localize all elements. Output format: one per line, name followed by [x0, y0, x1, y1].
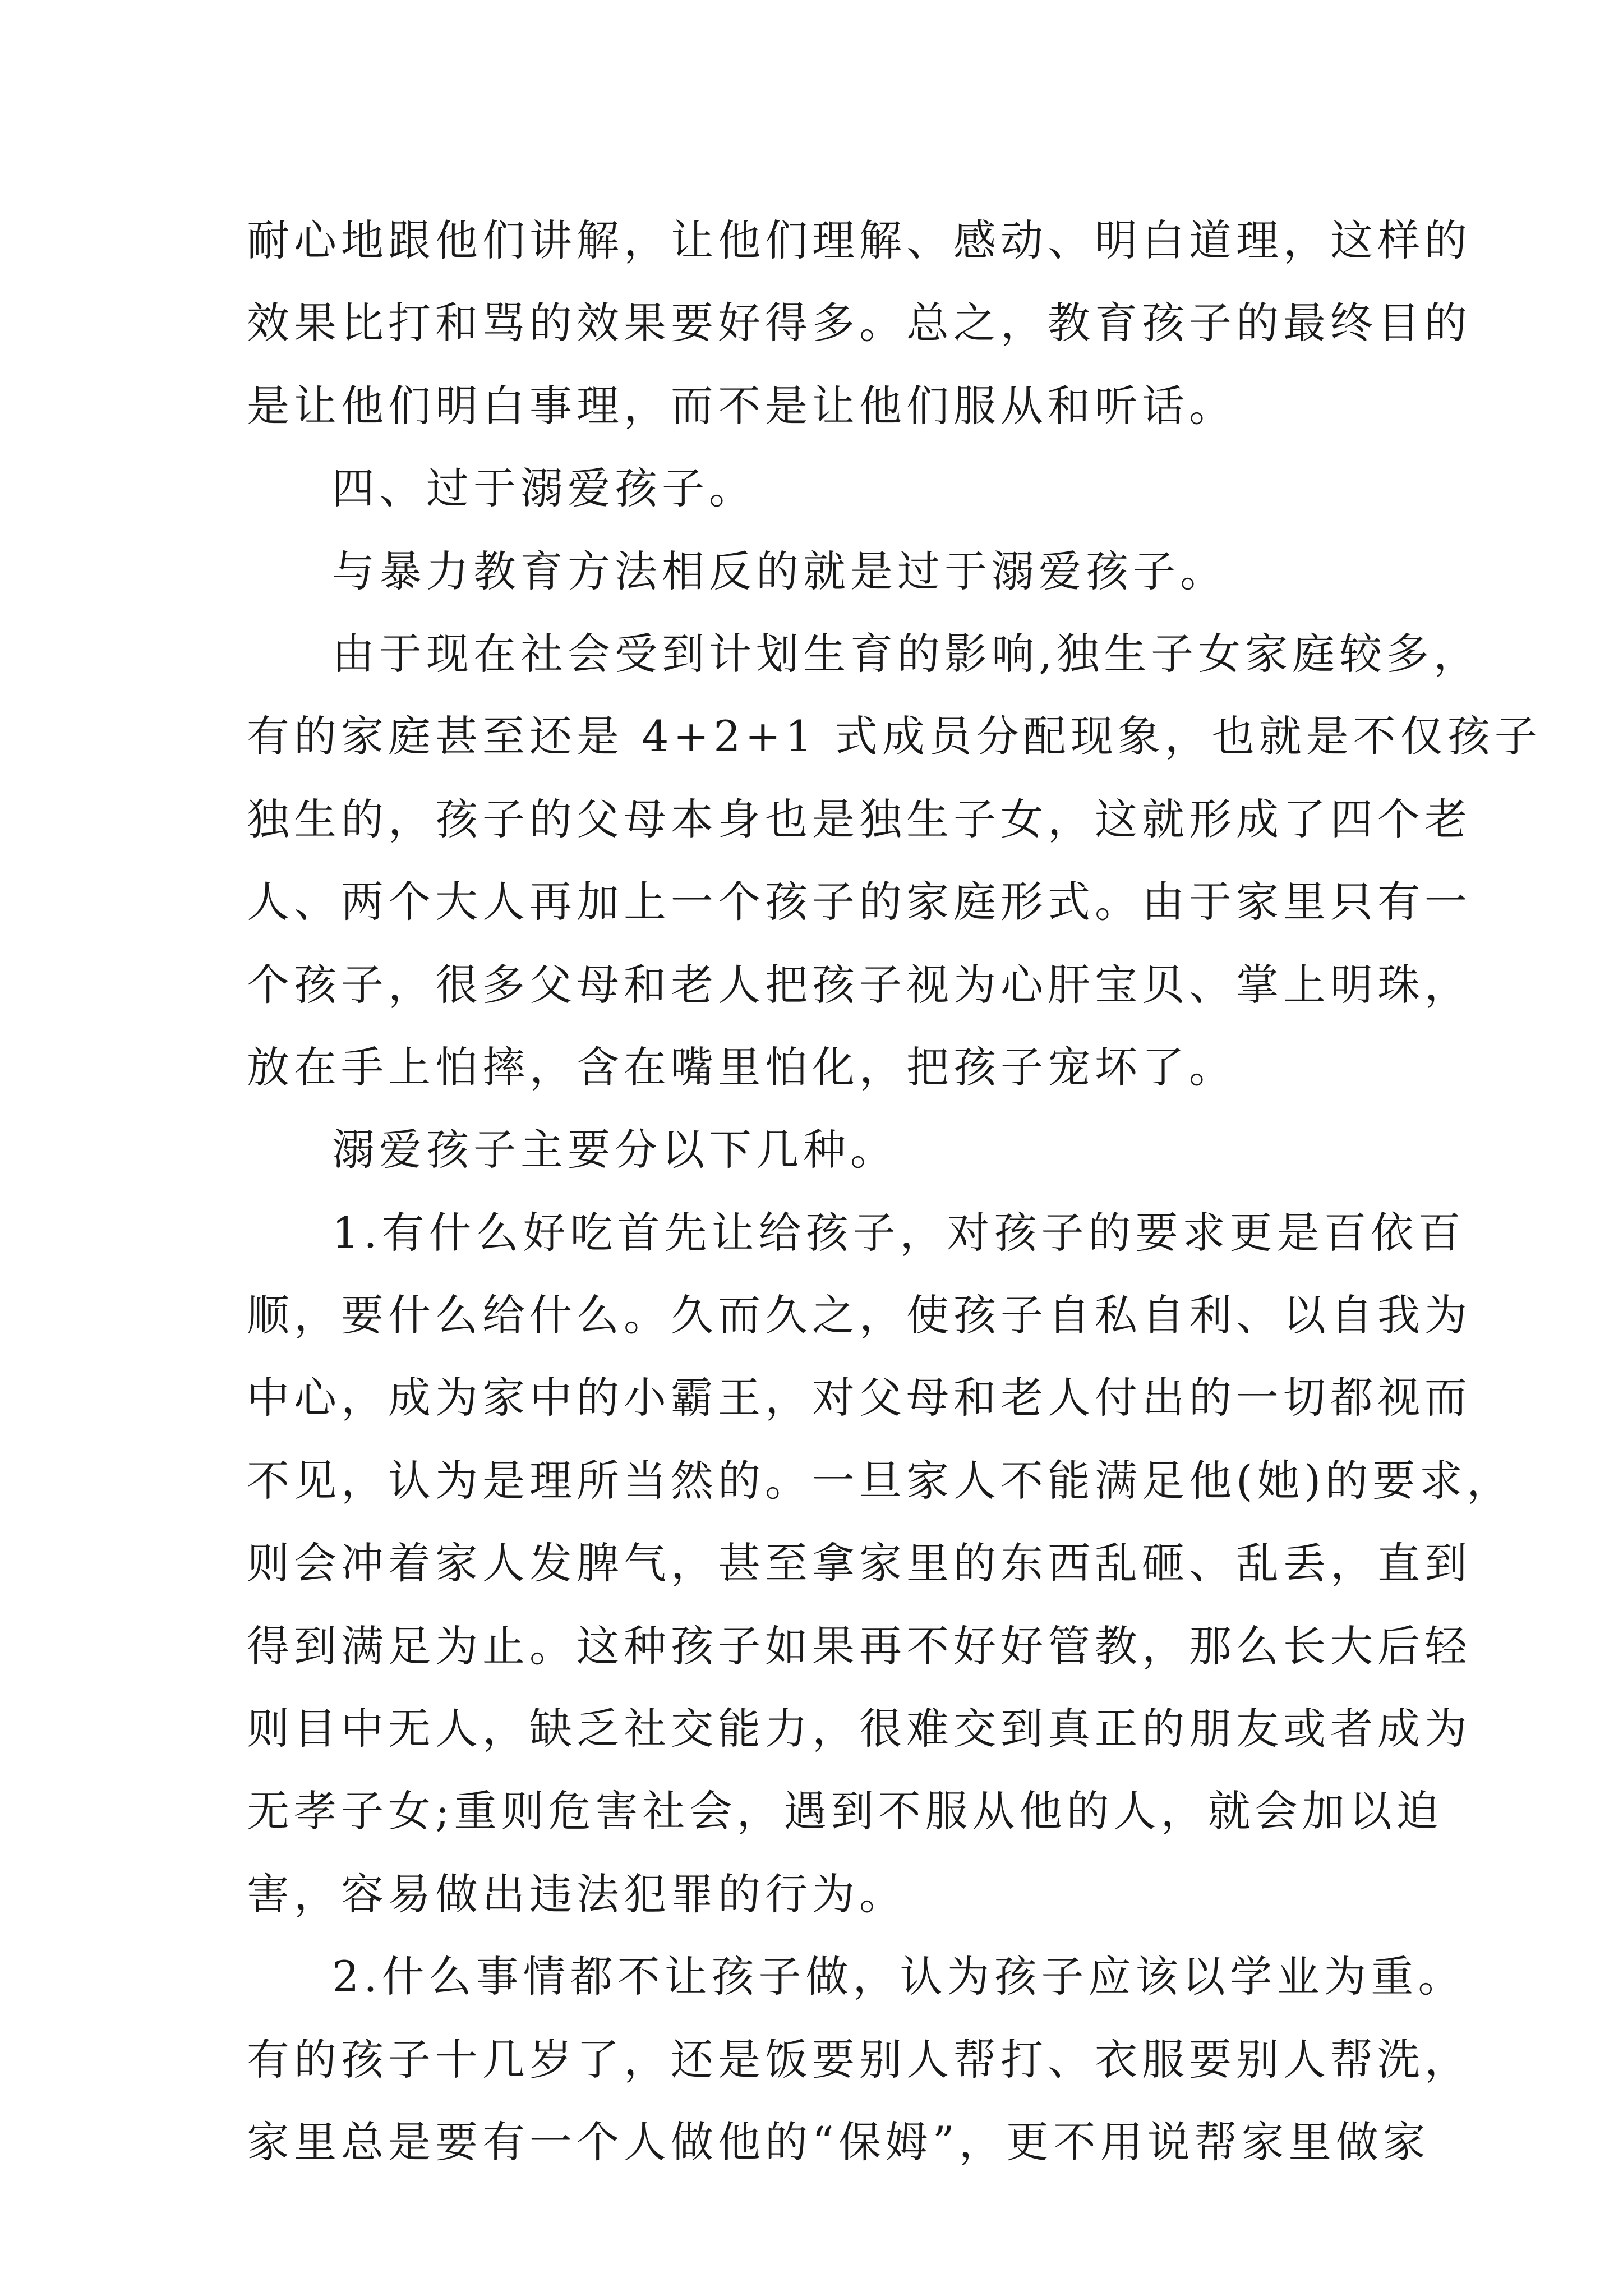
text-line: 人、两个大人再加上一个孩子的家庭形式。由于家里只有一 [247, 877, 1472, 927]
list-item-2: 2.什么事情都不让孩子做，认为孩子应该以学业为重。 [332, 1952, 1465, 2002]
list-item-1: 1.有什么好吃首先让给孩子，对孩子的要求更是百依百 [332, 1207, 1465, 1258]
text-line: 不见，认为是理所当然的。一旦家人不能满足他(她)的要求， [247, 1455, 1514, 1506]
section-heading: 四、过于溺爱孩子。 [332, 463, 756, 514]
text-line: 独生的，孩子的父母本身也是独生子女，这就形成了四个老 [247, 794, 1472, 844]
text-line: 顺，要什么给什么。久而久之，使孩子自私自利、以自我为 [247, 1290, 1472, 1341]
text-line: 放在手上怕摔，含在嘴里怕化，把孩子宠坏了。 [247, 1042, 1236, 1092]
text-line: 则目中无人，缺乏社交能力，很难交到真正的朋友或者成为 [247, 1704, 1472, 1754]
text-line: 有的孩子十几岁了，还是饭要别人帮打、衣服要别人帮洗， [247, 2034, 1472, 2085]
text-line: 中心，成为家中的小霸王，对父母和老人付出的一切都视而 [247, 1373, 1472, 1423]
text-line: 耐心地跟他们讲解，让他们理解、感动、明白道理，这样的 [247, 215, 1472, 265]
text-line: 得到满足为止。这种孩子如果再不好好管教，那么长大后轻 [247, 1621, 1472, 1671]
text-line: 无孝子女;重则危害社会，遇到不服从他的人，就会加以迫 [247, 1786, 1444, 1837]
text-line: 害，容易做出违法犯罪的行为。 [247, 1869, 906, 1919]
document-body [247, 199, 1542, 2183]
text-line: 有的家庭甚至还是 4+2+1 式成员分配现象，也就是不仅孩子 [247, 711, 1542, 762]
text-line: 个孩子，很多父母和老人把孩子视为心肝宝贝、掌上明珠， [247, 959, 1472, 1010]
text-line: 家里总是要有一个人做他的“保姆”，更不用说帮家里做家 [247, 2116, 1430, 2167]
text-line: 由于现在社会受到计划生育的影响,独生子女家庭较多， [332, 628, 1481, 679]
text-line: 是让他们明白事理，而不是让他们服从和听话。 [247, 380, 1236, 431]
text-line: 溺爱孩子主要分以下几种。 [332, 1125, 897, 1175]
text-line: 与暴力教育方法相反的就是过于溺爱孩子。 [332, 546, 1227, 596]
text-line: 则会冲着家人发脾气，甚至拿家里的东西乱砸、乱丢，直到 [247, 1538, 1472, 1589]
text-line: 效果比打和骂的效果要好得多。总之，教育孩子的最终目的 [247, 298, 1472, 348]
